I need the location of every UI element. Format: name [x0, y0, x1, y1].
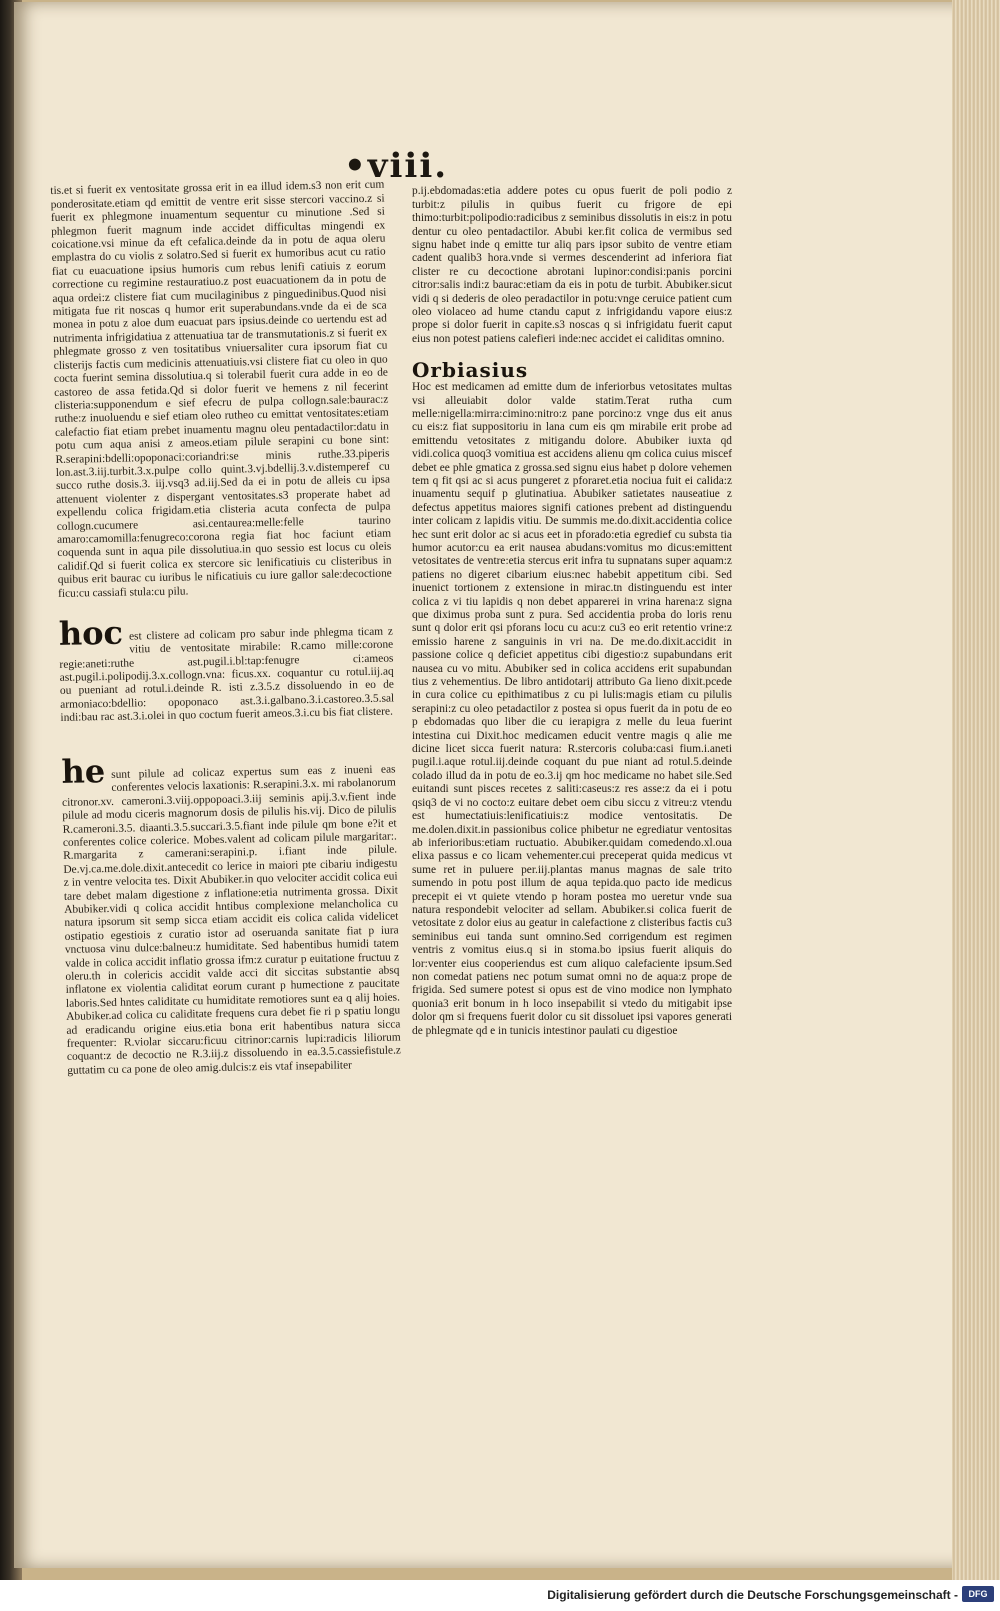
right-column-paragraph-1: p.ij.ebdomadas:etia addere potes cu opus fuerit de poli podio z turbit:z pilulis in quibus fuerit cu frigore de epi thimo:turbit:polipodio:radicibus z seminibus dissolutis in eis:z in potu dentur cu oleo pentadactilor. Abubi ker.fit colica de vermibus sed signu habet inde q emitte tur aliq pars ipsor subito de ventre etiam cadent qualib3 hora.vnde si vermes descenderint ad inferiora fiat clister re cu decoctione abrotani lupinor:condisi:panis porcini citror:salis indi:z baurac:etiam da eis in potu de turbit. Abubiker.sicut vidi q si dederis de oleo peradactilor in potu:vnge ceruice patient cum oleo violaceo ad hume ctandu caput z infrigidandu vapore eius:z prope si dolor fuerit in capite.s3 noscas q si infrigidatu fuerit caput eius non potest patiens calefieri inde:nec accidet ei caliditas omnino. [412, 185, 732, 345]
left-text-column [50, 166, 405, 1282]
hoc-initial: hoc [58, 614, 124, 654]
he-initial: he [61, 752, 106, 792]
footer-credit: Digitalisierung gefördert durch die Deutsche Forschungsgemeinschaft - [547, 1588, 958, 1602]
left-column-paragraph-1: tis.et si fuerit ex ventositate grossa erit in ea illud idem.s3 non erit cum ponderositate.etiam qd emittit de ventre erit sisse stercori vaccino.z si fuerit ex phlegmone inuamentum sequentur cu minutione .Sed si phlegmon fuerit magnum inde accidet difficultas mingendi ex coicatione.vsi minue da eft cefalica.deinde da in potu de aqua oleru emplastra do cu violis z solatro.Sed si fuerit ex humoribus acut cu ratio fiat cu euacuatione ipsius humoris cum rebus lenifi catiuis z eorum correctione cu regimine restauratiuo.z post euacuationem da in potu de aqua ordei:z clistere fiat cum mucilaginibus z pinguedinibus.Quod nisi mitigata fue rit noscas q humor erit superabundans.vnde da ei de sca monea in potu z aloe dum euacuat pars ipsius.deinde co uertendu est ad nutrimenta infrigidatiua z attenuatiua tar de transmutationis.z si fuerit ex phlegmate grosso z ven tositatibus vniuersaliter cura ipsorum fiat cu clisterijs factis cum medicinis attenuatiuis.vsi clistere fiat cu oleo in quo cocta fuerint semina dissolutiua.q si tolerabil fuerit cura adde in eo de castoreo de assa fetida.Qd si dolor fuerit ve hemens z nil fecerint clisteria:supponendum e sief efecru de pulpa collogn.sale:baurac:z ruthe:z inuoluendu e sief etiam oleo rutheo cu emittat ventositates:etiam calefactio fiat etiam prebet inuamentu magnu oleu pentadactilor:datu in potu cum aqua anisi z ameos.etiam pilule serapini cu bone sint: R.serapini:bdelli:opoponaci:coriandri:se minis ruthe.33.piperis lon.ast.3.iij.turbit.3.x.pulpe collo quint.3.vj.bdellij.3.v.distemperef cu succo ruthe dosis.3. iij.vsq3 ad.iij.Sed da ei in potu de alleis cu ipsa attenuent violenter z dispergant ventositates.s3 properate habet ad expellendu colica frigidam.etia clisteria acuta confecta de pulpa collogn.cucumere asi.centaurea:melle:felle taurino amaro:camomilla:fenugreco:corona regia fiat hoc faciunt etiam coquenda sunt in aqua pile dissolutiua.in quo sessio est locus cu oleis calidif.Qd si fuerit colica ex stercore sic lenificatiuis cu clisteribus in quibus erit baurac cu iuribus le nificatiuis cu iure gallor sale:decoctione ficu:cu cassiafi stula:cu pilu. [50, 178, 392, 600]
folio-number: •viii. [344, 146, 449, 186]
right-column-paragraph-2: Hoc est medicamen ad emitte dum de inferiorbus vetositates multas vsi alleuiabit dolor valde statim.Terat rutha cum melle:nigella:mirra:cimino:nitro:z pane porcino:z vnge dus eit anus cu eis:z fiat suppositoriu in lana cum eis qm mirabile erit probe ad emittendu vetositates z mitigandu dolore. Abubiker iuxta qd vidi.colica quoq3 vomitiua est accidens alienu qm colica cuius miscef debet ee phle gmatica z grossa.sed signu eius habet p dolore vehemen tem q fit qsi ac si acus pungeret z pforaret.etia nociua fuit ei calida:z inuamentu sequif p glutinatiua. Abubiker satietates nauseatiue z defectus appetitus maiores signifi cationes prebent ad distinguendu inter colicam z lapidis vitiu. De summis me.do.dixit.accidentia colice hec sunt erit dolor ac si acus eet in pforado:etia egredief cu substa tia humor acutor:cu ea erit nausea abudans:vomitus mo dicus:emittent vetositates de ventre:etia stercus erit infra tu supnatans super aquam:z patiens no digeret cibarium eius:nec habebit appetitum cibi. Sed inuenict tortionem z extensione in mirac.tn distinguendu est inter colica z vi tiu lapidis q non debet apparerei in vrina harena:z signa que diximus proba sunt z pura. Sed accidentia proba do loris renu sunt q dolor erit qsi pforans locu cu acu:z cu3 eo erit retentio vrine:z emissio harene z sanguinis in vri na. De me.do.dixit.accidit in passione colice q deficiet appetitus cibi digestio:z supabundans erit nausea cu vo mitu. Abubiker sed in colica accidens erit supabundan tius z vehementius. De libro antidotarij attributo Ga lieno dixit.pcede in cura colice cu epithimatibus z cu pi lulis:magis etiam cu pilulis serapini:z cu oleo petadactilor z postea si opus fuerit da in potu de eo p ebdomadas quo liber die cu ierapigra z melle du leua fuerint intestina cui Dixit.hoc medicamen educit ventre magis q alie me dicine licet sicca fuerit natura: R.stercoris coluba:casi fium.i.aneti pugil.i.aque rotul.iij.deinde coquant du pue niant ad rotul.5.deinde colado illud da in potu de eo.3.ij qm hoc medicame no habet sile.Sed euitandi sunt pisces recetes z saliti:caseus:z res asse:z da ei i potu qsiq3 de vi no cocto:z euitare debet oem cibu siccu z vitreu:z vtendu est humectatiuis:lenificatiuis:z modice ventositatis. De me.dolen.dixit.in passionibus colice phibetur ne egrediatur ventositas ab inferioribus:etiam ructuatio. Abubiker.quidam comedendo.xl.oua elixa passus e co licam vehementer.cui preceperat quida medicus vt sume ret in puluere per.iij.plantas manus magnas de sale trito sumendo in potu post illum de aqua tepida.quo pacto ide medicus precepit ei vt quiete vtendo p horam postea mo ueretur vnde sua natura respondebit velociter ad sellam. Abubiker.si colica fuerit de vetositate z dolor eius au geatur in calefactione z clisteribus factis cu3 seminibus eui tanda sunt omnino.Sed corrigendum est regimen ventris z vomitus eius.q si in stoma.bo ipsius fuerit aliquis do lor:venter eius cooperiendus est cum aliquo calefaciente ipsum.Sed non comedat patiens nec potum sumat omni no de aqua:z prope de frigida. Sed sumere potest si opus est de vino modice non lymphato quonia3 erit bonum in h loco insepabilit si vtedo du mitigabit ipse dolor qm si frequens fuerit dolor cu sit dissoluet ipsi vapores generati de phlegmate qd e in tunicis intestinor paulati cu digestioe [412, 381, 732, 1037]
book-page [14, 2, 966, 1568]
footer-bar [0, 1580, 1000, 1611]
left-column-paragraph-3: sunt pilule ad colicaz expertus sum eas z inueni eas conferentes velocis laxationis: R.serapini.3.x. mi rabolanorum citronor.xv. cameroni.3.viij.oppopoaci.3.iij seminis apij.3.v.fient inde pilule ad modu ciceris magnorum dosis de pilulis his.vij. Dico de pilulis R.cameroni.3.5. diaanti.3.5.succari.3.5.fiant inde pilule qm bone e?it et conferentes colice colerice. Mobes.valent ad colicam pilule margaritar:. R.margarita z camerani:serapini.p. i.fiant inde pilule. De.vj.ca.me.dole.dixit.antecedit co lerice in maiori pte cibariu indigestu z in ventre velocita tes. Dixit Abubiker.in quo velociter accidit colica eui tare debet malam digestione z inflatione:etia nutrimenta grossa. Dixit Abubiker.vidi q colica accidit hntibus complexione melancholica cu natura ipsorum sit semp sicca etiam accidit eis colica calida videlicet ostipatio egestiois z curatio istor ad oseruanda sanitate fiat p iura vnctuosa vinu dulce:balneu:z humiditate. Sed habentibus humidi tatem valde in colica accidit inflatio grossa ifm:z curatur p euitatione fructuu z oleru.th in colericis accidit valde acci dit siccitas substantie absq inflatone ex violentia caliditat eorum curant p humectione z paucitate laboris.Sed hntes caliditate cu humiditate remotiores sunt ea q alij hoies. Abubiker.ad colica cu caliditate frequens cura debet fie ri p spatiu longu ad eradicandu origine eius.etia bona erit habentibus natura sicca frequenter: R.violar siccaru:ficuu citrinor:carnis lupi:radicis liliorum coquant:z de decoctio ne R.3.iij.z dissoluendo in ea.3.5.cassiefistule.z guttatim cu ca pone de oleo amig.dulcis:z eis vtaf insepabiliter [61, 763, 402, 1077]
page-edges [952, 0, 1000, 1580]
right-text-column [412, 172, 732, 1252]
left-column-paragraph-2: est clistere ad colicam pro sabur inde phlegma ticam z vitiu de ventositate mirabile: R.camo mille:corone regie:aneti:ruthe ast.pugil.i.bl:tap:fenugre ci:ameos ast.pugil.i.polipodij.3.x.collogn.vna: ficus.xx. coquantur cu rotul.iij.aq ou pueniant ad rotul.i.deinde R. isti z.3.5.z dissoluendo in eo de armoniaco:bdellio: opoponaco ast.3.i.galbano.3.i.castoreo.3.5.sal indi:bau rac ast.3.i.olei in quo coctum fuerit ameos.3.i.cu bis fiat clistere. [59, 625, 395, 725]
orbiasius-heading: Orbiasius [412, 357, 529, 382]
dfg-logo: DFG [962, 1586, 994, 1602]
